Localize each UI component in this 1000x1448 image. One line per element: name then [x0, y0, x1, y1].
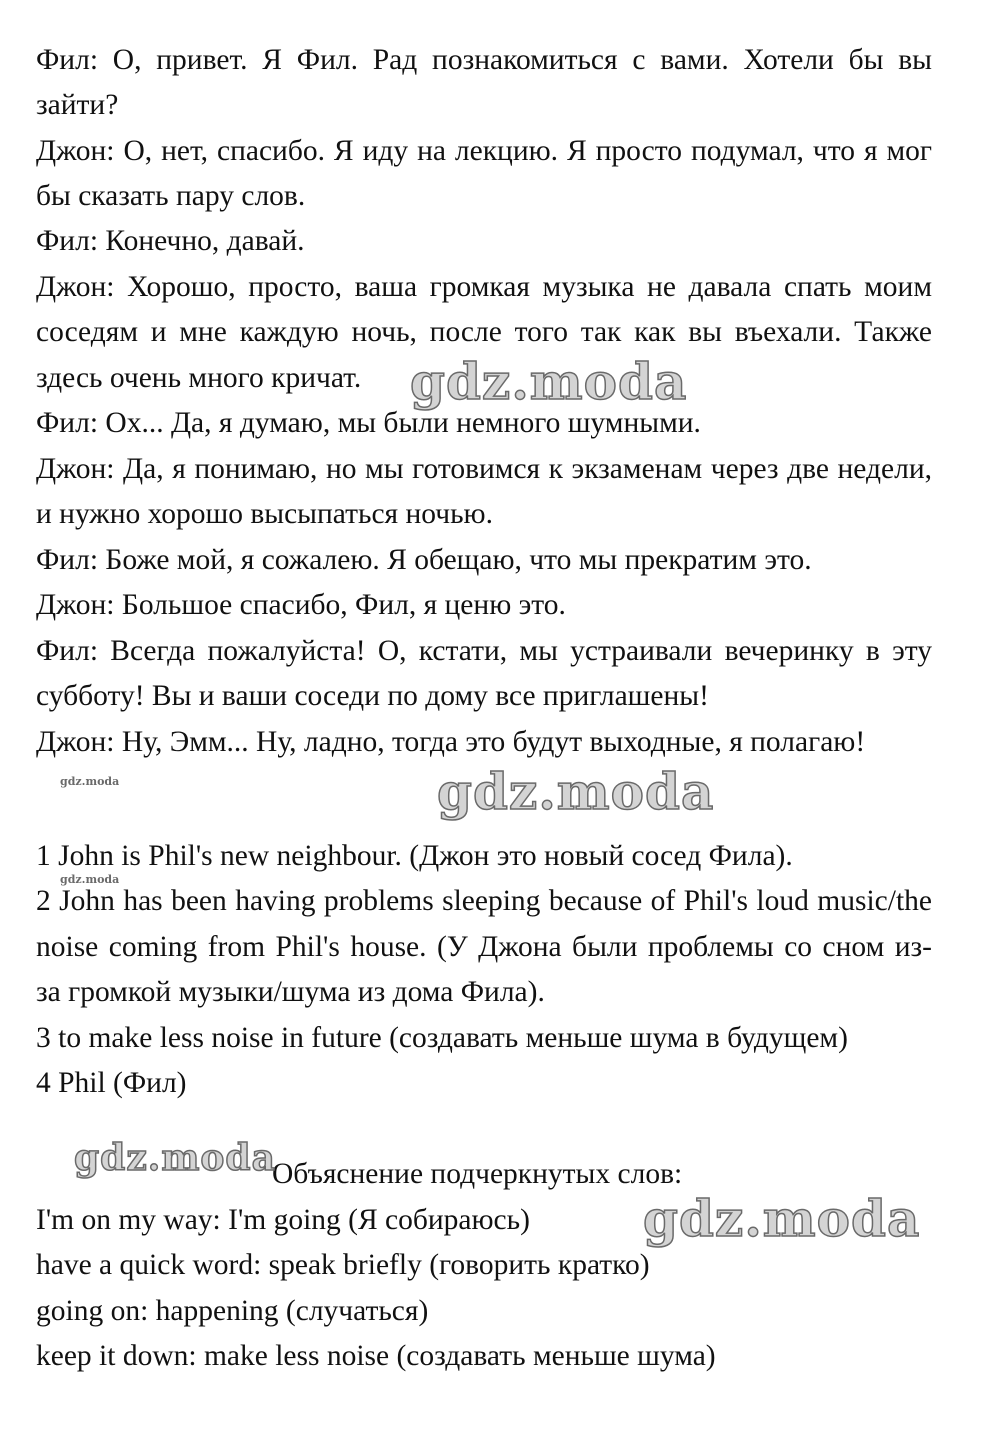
dialogue-line: Джон: Большое спасибо, Фил, я ценю это.: [36, 589, 566, 621]
watermark: gdz.moda: [410, 352, 688, 411]
dialogue-line: Фил: Боже мой, я сожалею. Я обещаю, что мы прекратим это.: [36, 544, 812, 576]
answer-line: 4 Phil (Фил): [36, 1067, 187, 1099]
explanation-item: going on: happening (случаться): [36, 1295, 429, 1327]
dialogue-line: Фил: Ох... Да, я думаю, мы были немного шумными.: [36, 407, 701, 439]
dialogue-line: Джон: О, нет, спасибо. Я иду на лекцию. Я просто подумал, что я мог: [36, 135, 932, 167]
watermark: gdz.moda: [437, 762, 715, 821]
watermark: gdz.moda: [60, 775, 120, 788]
answer-line: noise coming from Phil's house. (У Джона были проблемы со сном из-: [36, 931, 932, 963]
dialogue-line: Джон: Хорошо, просто, ваша громкая музыка не давала спать моим: [36, 271, 932, 303]
dialogue-line: Фил: О, привет. Я Фил. Рад познакомиться с вами. Хотели бы вы: [36, 44, 932, 76]
dialogue-line: соседям и мне каждую ночь, после того так как вы въехали. Также: [36, 316, 932, 348]
dialogue-line: Джон: Ну, Эмм... Ну, ладно, тогда это будут выходные, я полагаю!: [36, 726, 866, 758]
explanation-heading: Объяснение подчеркнутых слов:: [272, 1158, 683, 1190]
dialogue-line: и нужно хорошо высыпаться ночью.: [36, 498, 493, 530]
dialogue-line: Джон: Да, я понимаю, но мы готовимся к экзаменам через две недели,: [36, 453, 932, 485]
dialogue-line: зайти?: [36, 89, 119, 121]
dialogue-line: Фил: Всегда пожалуйста! О, кстати, мы устраивали вечеринку в эту: [36, 635, 932, 667]
dialogue-line: субботу! Вы и ваши соседи по дому все приглашены!: [36, 680, 709, 712]
answer-line: 1 John is Phil's new neighbour. (Джон это новый сосед Фила).: [36, 840, 793, 872]
dialogue-line: Фил: Конечно, давай.: [36, 225, 305, 257]
answer-line: 2 John has been having problems sleeping because of Phil's loud music/the: [36, 885, 932, 917]
watermark: gdz.moda: [74, 1137, 276, 1179]
watermark: gdz.moda: [60, 873, 120, 886]
watermark: gdz.moda: [643, 1189, 921, 1248]
explanation-item: have a quick word: speak briefly (говорить кратко): [36, 1249, 650, 1281]
dialogue-line: бы сказать пару слов.: [36, 180, 306, 212]
explanation-item: keep it down: make less noise (создавать меньше шума): [36, 1340, 716, 1372]
dialogue-line: здесь очень много кричат.: [36, 362, 362, 394]
answer-line: за громкой музыки/шума из дома Фила).: [36, 976, 545, 1008]
answer-line: 3 to make less noise in future (создавать меньше шума в будущем): [36, 1022, 848, 1054]
explanation-item: I'm on my way: I'm going (Я собираюсь): [36, 1204, 530, 1236]
